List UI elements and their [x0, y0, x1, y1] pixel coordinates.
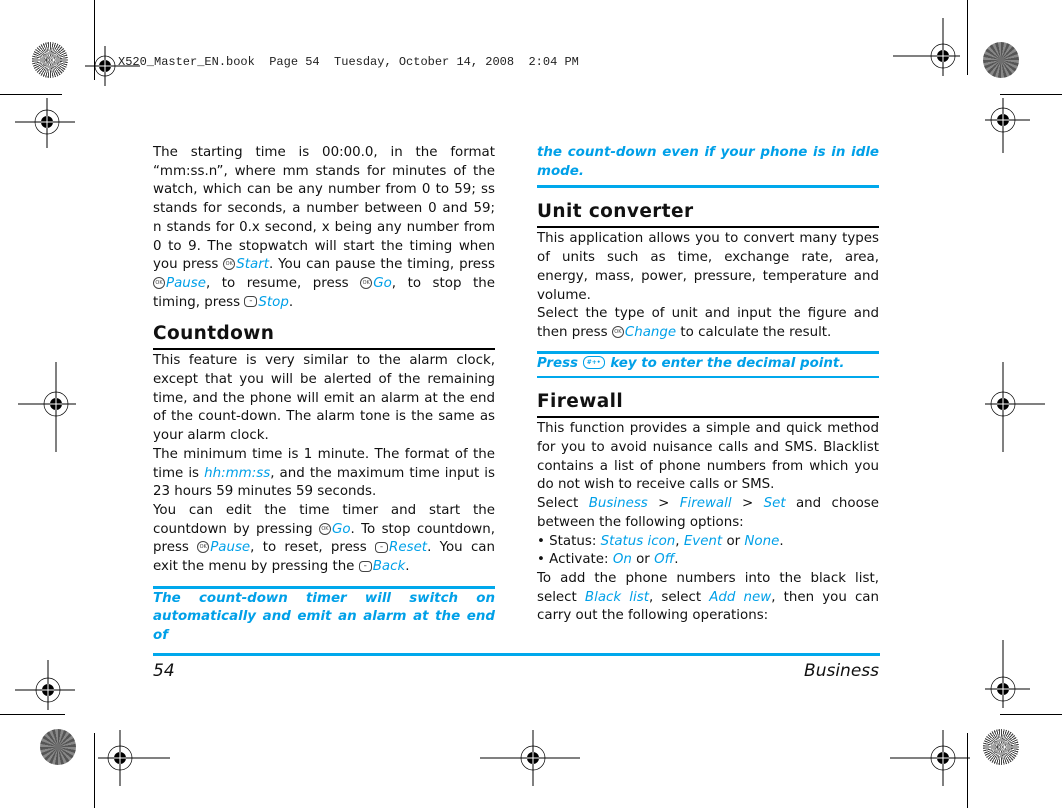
- ok-key-icon: OK: [153, 277, 165, 289]
- crop-line: [1000, 714, 1062, 715]
- menu-path-add-new: Add new: [709, 589, 772, 605]
- registration-target-icon: [890, 730, 970, 808]
- stopwatch-paragraph: The starting time is 00:00.0, in the format “mm:ss.n”, where mm stands for minutes of the watch, which can be any number from 0 to 59; ss stands for seconds, a number between 0 and 59; n stands for 0.x second, x being any number from 0 to 9. The stopwatch will start the timing when you press OK Start. You can pause the timing, press OK Pause, to resume, press OK Go, to stop the timing, press - Stop.: [153, 145, 495, 310]
- page-footer: [153, 661, 879, 681]
- footer-rule: [153, 653, 880, 656]
- registration-target-icon: [15, 98, 75, 148]
- countdown-note: The count-down timer will switch on automatically and emit an alarm at the end of: [153, 590, 495, 644]
- page-number: 54: [153, 661, 175, 681]
- key-label-reset: Reset: [389, 540, 428, 556]
- menu-path-business: Business: [588, 496, 648, 512]
- key-label-pause: Pause: [166, 275, 206, 291]
- section-heading-firewall: Firewall: [537, 390, 879, 418]
- note-rule: [537, 185, 879, 188]
- soft-key-icon: -: [375, 542, 388, 553]
- key-label-change: Change: [624, 324, 677, 340]
- registration-target-icon: [985, 98, 1035, 153]
- key-label-go: Go: [331, 521, 351, 537]
- registration-target-icon: [15, 660, 75, 710]
- crop-line: [1000, 94, 1062, 95]
- unit-converter-paragraph-1: This application allows you to convert many types of units such as time, exchange rate, area, energy, mass, power, pressure, temperature and volume.: [537, 231, 879, 303]
- registration-target-icon: [985, 362, 1045, 452]
- crop-line: [0, 94, 62, 95]
- key-label-go: Go: [373, 275, 392, 291]
- format-label: hh:mm:ss: [204, 465, 271, 481]
- ok-key-icon: OK: [360, 277, 372, 289]
- registration-star-icon: [983, 729, 1019, 765]
- section-heading-countdown: Countdown: [153, 322, 495, 350]
- crop-line: [0, 714, 65, 715]
- key-label-pause: Pause: [210, 540, 251, 556]
- firewall-option-status: • Status: Status icon, Event or None.: [537, 533, 784, 549]
- firewall-option-activate: • Activate: On or Off.: [537, 552, 679, 568]
- decimal-point-note: Press #+• key to enter the decimal point.: [537, 355, 845, 371]
- note-rule: [537, 351, 879, 354]
- firewall-paragraph-1: This function provides a simple and quick method for you to avoid nuisance calls and SMS. Blacklist contains a list of phone numbers from which you do not wish to receive calls or SMS.: [537, 421, 879, 493]
- note-rule: [537, 376, 879, 378]
- ok-key-icon: OK: [223, 258, 235, 270]
- firewall-paragraph-2: Select Business > Firewall > Set and choose between the following options:: [537, 496, 880, 530]
- key-label-stop: Stop: [258, 294, 289, 310]
- registration-star-icon: [32, 42, 68, 78]
- registration-target-icon: [18, 362, 78, 452]
- key-label-back: Back: [372, 559, 406, 575]
- ok-key-icon: OK: [197, 541, 209, 553]
- countdown-paragraph-3: You can edit the time timer and start the countdown by pressing OK Go. To stop countdown, press OK Pause, to reset, press - Reset. You can exit the menu by pressing the - Back.: [153, 502, 495, 575]
- soft-key-icon: -: [244, 296, 257, 307]
- note-rule: [153, 586, 495, 589]
- firewall-paragraph-3: To add the phone numbers into the black list, select Black list, select Add new, then you can carry out the following operations:: [537, 570, 880, 624]
- menu-path-set: Set: [763, 496, 786, 512]
- section-name: Business: [804, 661, 879, 681]
- crop-line: [967, 0, 968, 75]
- registration-target-icon: [880, 18, 960, 78]
- crop-line: [94, 733, 95, 808]
- right-column: [537, 144, 879, 626]
- left-column: [153, 144, 495, 646]
- hash-key-icon: #+•: [583, 356, 605, 369]
- registration-target-icon: [98, 730, 178, 808]
- registration-star-icon: [40, 729, 76, 765]
- key-label-start: Start: [236, 257, 269, 273]
- registration-target-icon: [985, 640, 1035, 710]
- registration-star-icon: [983, 42, 1019, 78]
- registration-target-icon: [480, 730, 590, 808]
- countdown-paragraph-1: This feature is very similar to the alarm clock, except that you will be alerted of the remaining time, and the phone will emit an alarm at the end of the count-down. The alarm tone is the same as your alarm clock.: [153, 353, 495, 444]
- unit-converter-paragraph-2: Select the type of unit and input the figure and then press OK Change to calculate the result.: [537, 306, 879, 340]
- menu-path-black-list: Black list: [584, 589, 649, 605]
- ok-key-icon: OK: [319, 523, 331, 535]
- ok-key-icon: OK: [612, 326, 624, 338]
- countdown-note-continued: the count-down even if your phone is in idle mode.: [537, 145, 879, 179]
- countdown-paragraph-2: The minimum time is 1 minute. The format of the time is hh:mm:ss, and the maximum time input is 23 hours 59 minutes 59 seconds.: [153, 446, 496, 500]
- menu-path-firewall: Firewall: [679, 496, 732, 512]
- soft-key-icon: -: [359, 561, 372, 572]
- section-heading-unit-converter: Unit converter: [537, 200, 879, 228]
- print-slug: X520_Master_EN.book Page 54 Tuesday, October 14, 2008 2:04 PM: [118, 55, 579, 69]
